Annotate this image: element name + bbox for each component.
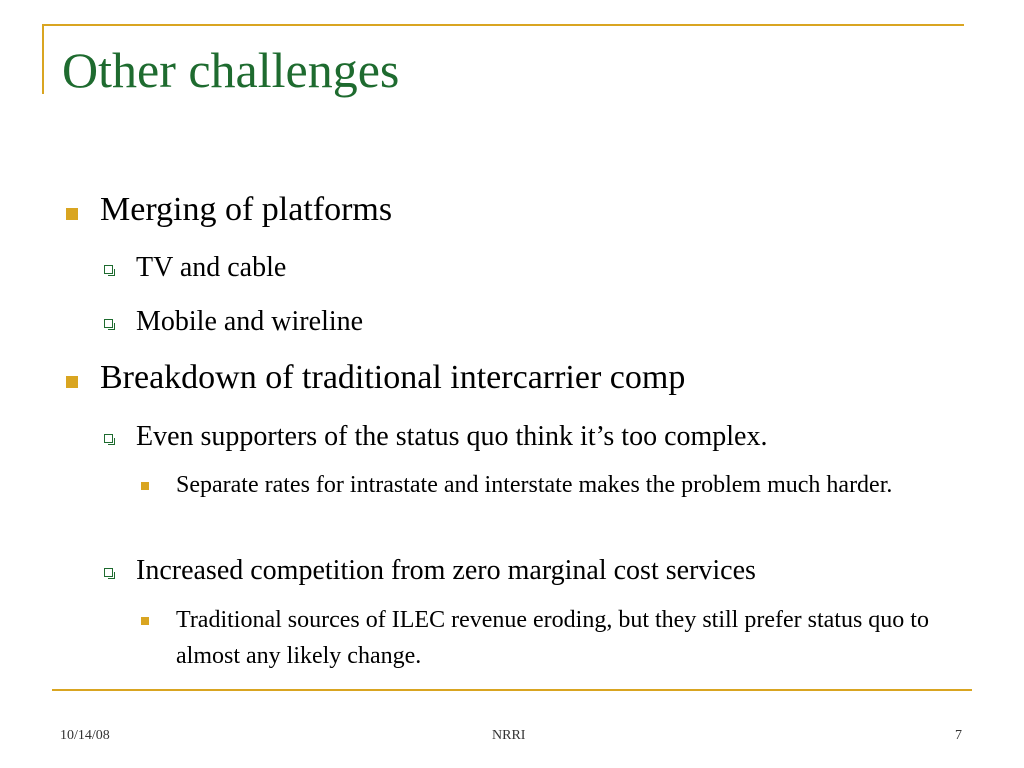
bullet-square-icon [66, 208, 78, 220]
footer-date: 10/14/08 [60, 728, 110, 743]
bullet-level1: Merging of platforms [100, 191, 393, 228]
bullet-level2: Mobile and wireline [136, 306, 364, 337]
bullet-hollow-square-icon [104, 319, 113, 328]
bullet-level3: Traditional sources of ILEC revenue eroding, but they still prefer status quo to almost any likely change. [176, 607, 929, 669]
bullet-level3: Separate rates for intrastate and interstate makes the problem much harder. [176, 472, 893, 498]
bullet-hollow-square-icon [104, 265, 113, 274]
footer-page-number: 7 [955, 728, 962, 743]
bullet-square-icon [141, 617, 149, 625]
footer-divider [52, 689, 972, 691]
bullet-square-icon [141, 482, 149, 490]
bullet-level2: Even supporters of the status quo think it’s too complex. [136, 421, 768, 452]
footer-center-text: NRRI [492, 728, 526, 743]
bullet-level2: Increased competition from zero marginal cost services [136, 555, 756, 586]
bullet-level1: Breakdown of traditional intercarrier comp [100, 359, 686, 396]
bullet-level2: TV and cable [136, 252, 287, 283]
slide-title: Other challenges [62, 42, 400, 98]
bullet-square-icon [66, 376, 78, 388]
bullet-hollow-square-icon [104, 568, 113, 577]
bullet-hollow-square-icon [104, 434, 113, 443]
